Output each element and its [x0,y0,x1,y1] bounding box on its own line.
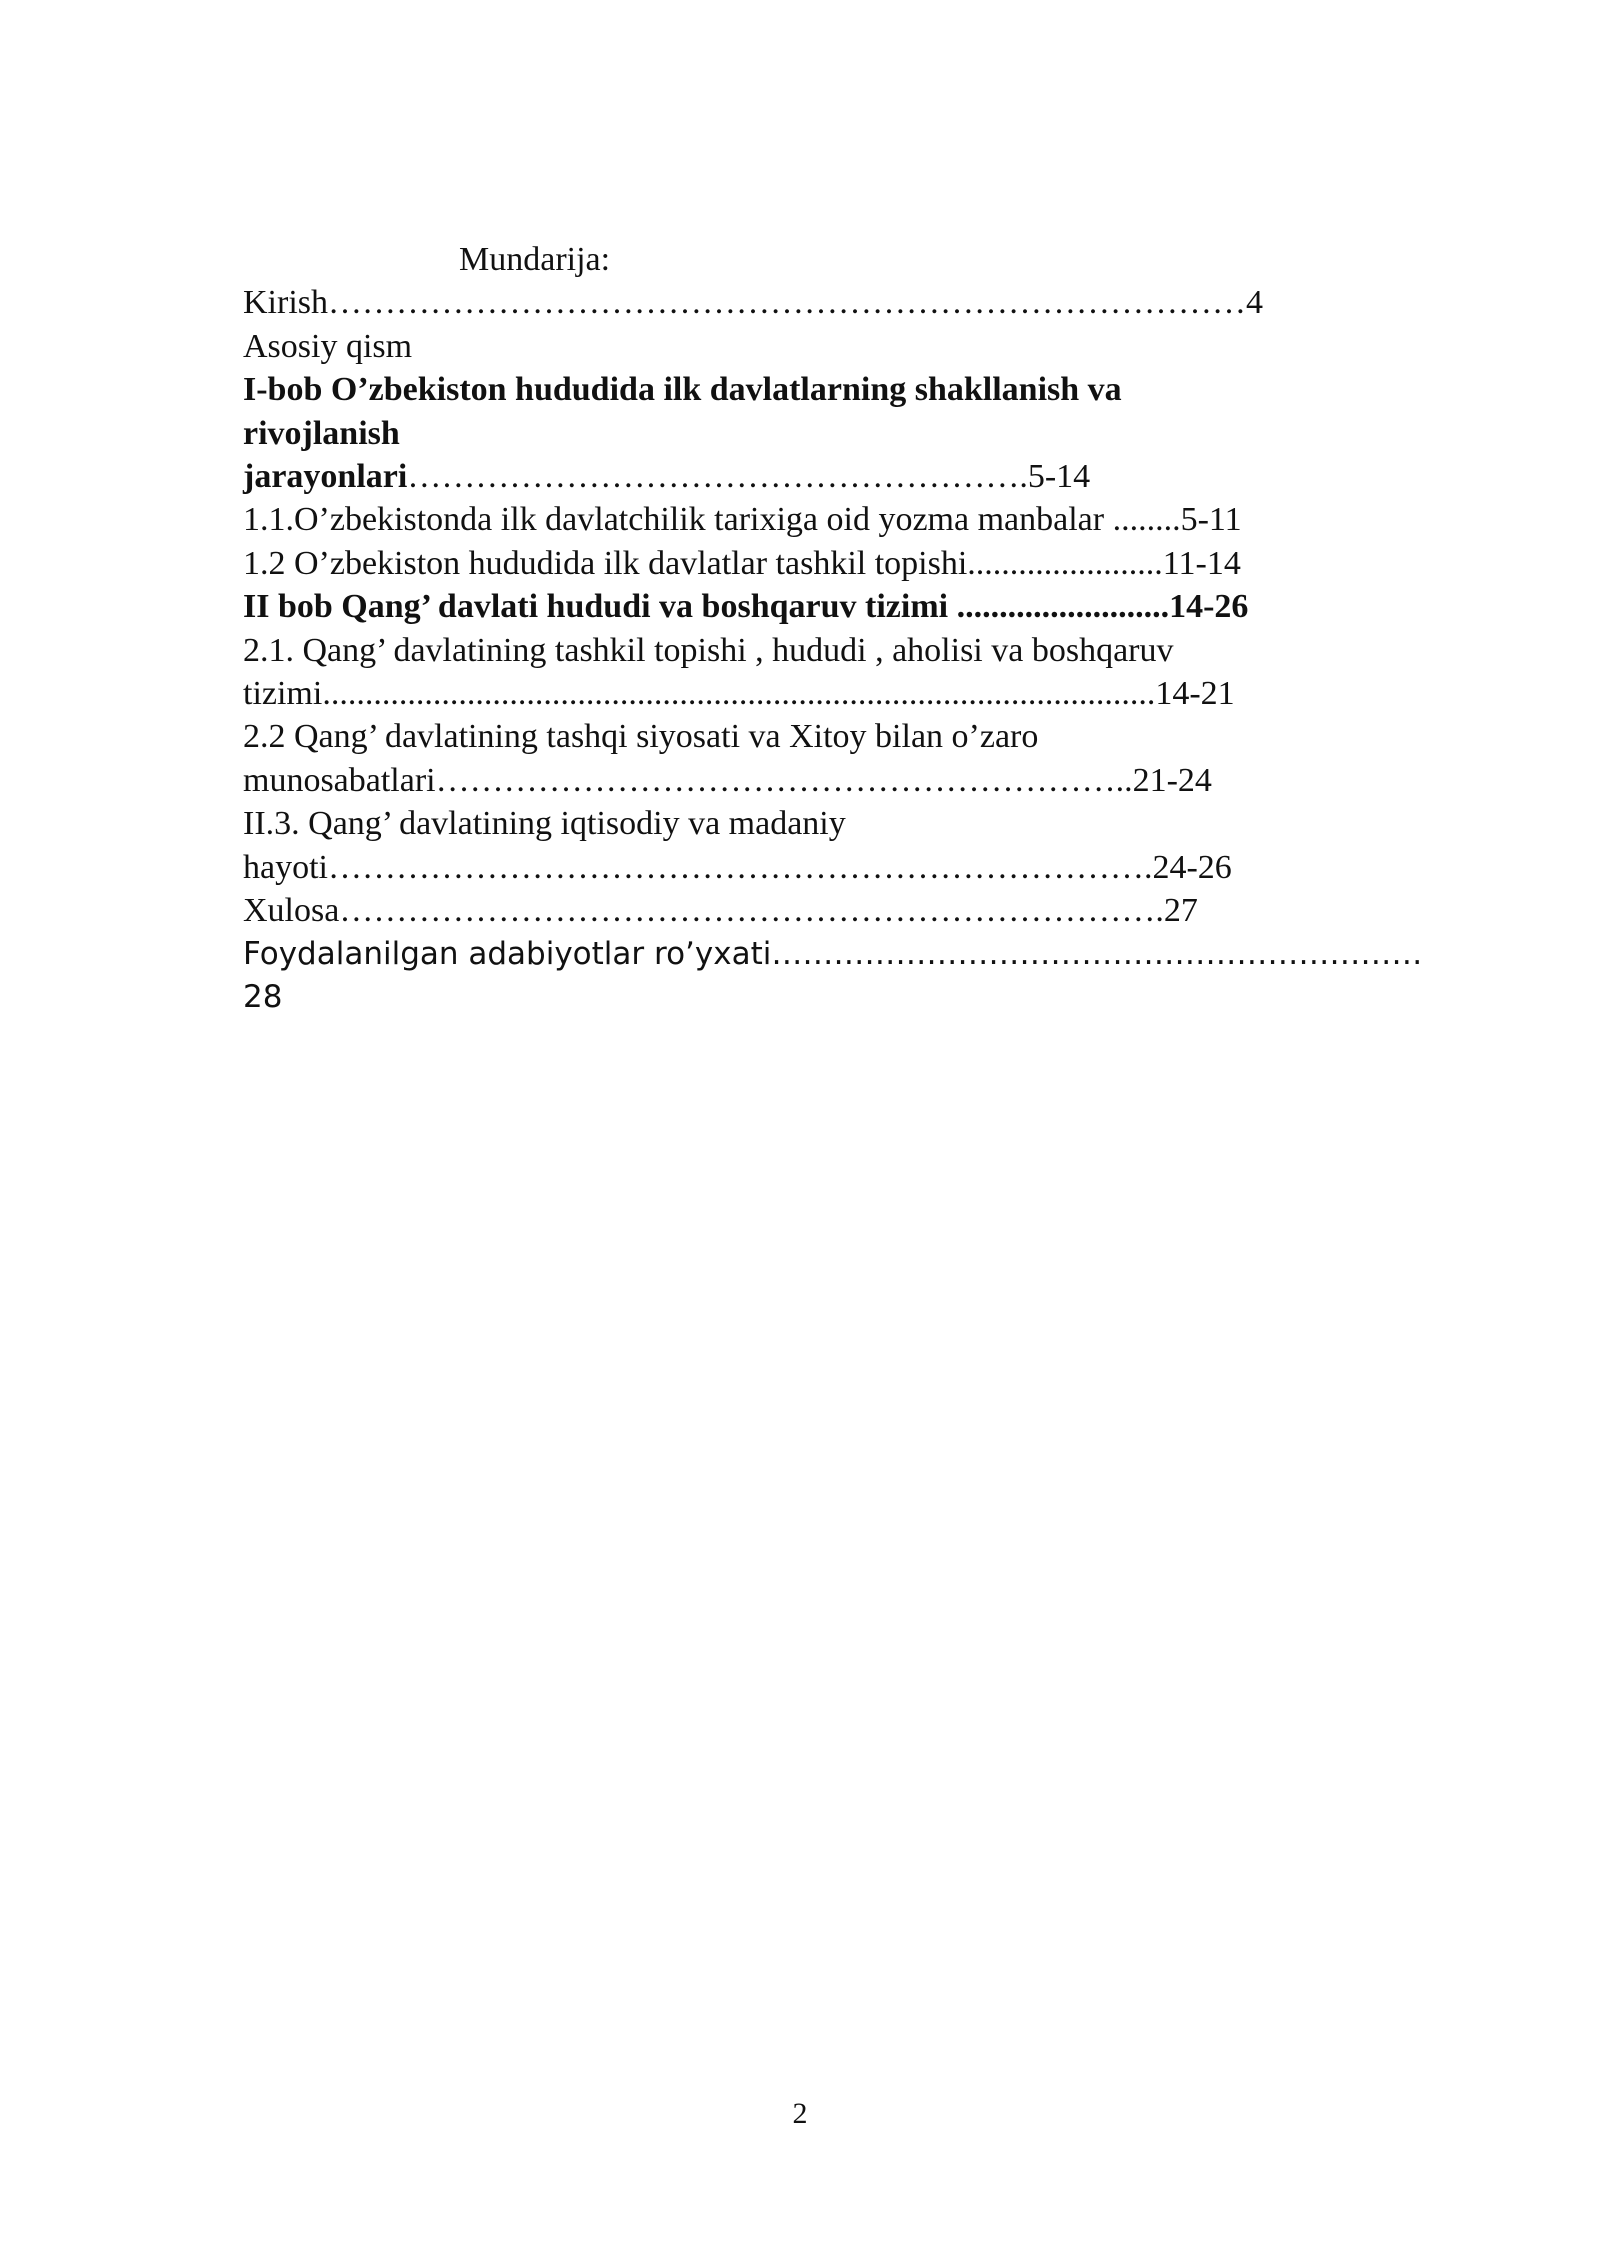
toc-entry-xulosa: Xulosa……………………………………………………………….27 [243,892,1198,930]
toc-chapter-2-title: II bob Qang’ davlati hududi va boshqaruv tizimi .........................14-26 [243,588,1249,626]
toc-title: Mundarija: [459,241,611,278]
toc-entry-2-2-line-1: 2.2 Qang’ davlatining tashqi siyosati va Xitoy bilan o’zaro [243,718,1039,756]
toc-entry-2-1-line-1: 2.1. Qang’ davlatining tashkil topishi , hududi , aholisi va boshqaruv [243,631,1174,669]
toc-chapter-1-title-line-3 [243,455,1363,498]
toc-entry-kirish: Kirish………………………………………………………………………4 [243,284,1263,322]
toc-entry-bibliography: Foydalanilgan adabiyotlar ro’yxati……………………………………………………… [243,935,1423,972]
table-of-contents [243,238,1423,1019]
toc-chapter-1-title-line-1: I-bob O’zbekiston hududida ilk davlatlarning shakllanish va [243,371,1122,409]
toc-entry-2-3-line-2: hayoti……………………………………………………………….24-26 [243,848,1232,886]
toc-entry-2-1-line-2: tizimi..................................................................................................14-21 [243,675,1235,713]
toc-chapter-1-title-line-2: rivojlanish [243,414,400,452]
toc-entry-2-3-line-1: II.3. Qang’ davlatining iqtisodiy va madaniy [243,805,846,843]
toc-entry-bibliography-page: 28 [243,978,283,1015]
toc-entry-2-2-line-2: munosabatlari……………………………………………………..21-24 [243,761,1212,799]
toc-entry-1-2: 1.2 O’zbekiston hududida ilk davlatlar tashkil topishi.......................11-14 [243,544,1241,582]
toc-entry-1-1: 1.1.O’zbekistonda ilk davlatchilik tarixiga oid yozma manbalar ........5-11 [243,501,1242,539]
toc-chapter-1-leader: ……………………………………………….5-14 [407,458,1091,496]
toc-section-main: Asosiy qism [243,327,413,365]
page-number: 2 [792,2097,808,2130]
toc-chapter-1-title-end: jarayonlari [243,458,408,496]
